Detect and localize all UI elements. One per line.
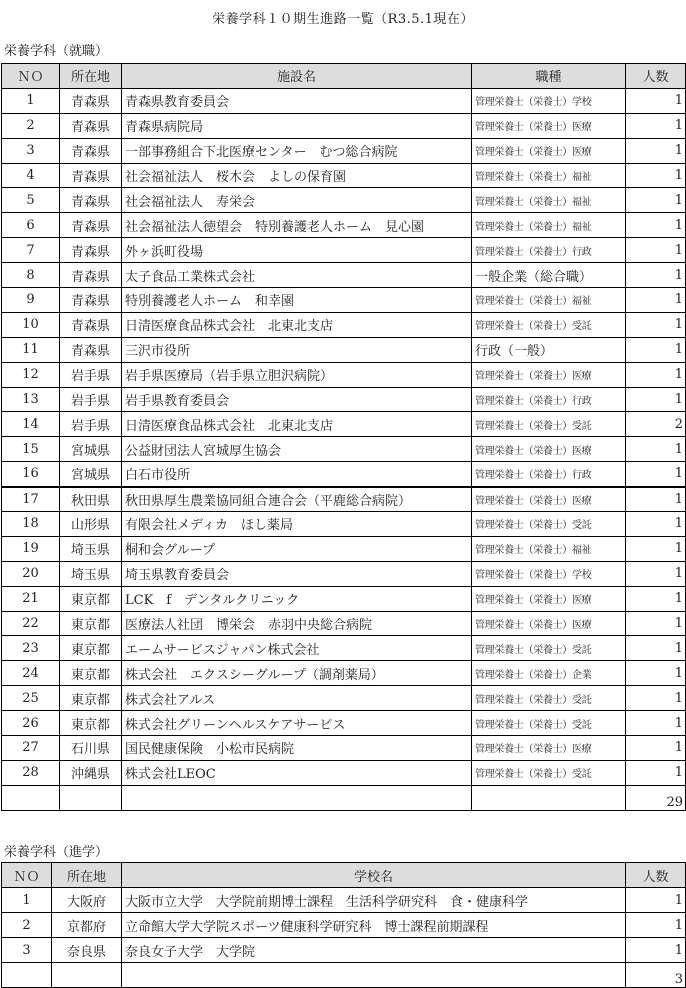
row-no: 22 xyxy=(2,611,60,636)
table-row xyxy=(2,938,686,963)
row-facility: 有限会社メディカ ほし薬局 xyxy=(122,512,472,537)
row-job: 管理栄養士（栄養士）学校 xyxy=(472,561,626,586)
row-no: 3 xyxy=(2,938,52,963)
row-location: 青森県 xyxy=(60,163,122,188)
row-count: 1 xyxy=(626,337,686,362)
empty-cell xyxy=(122,785,472,810)
row-count: 1 xyxy=(626,88,686,113)
table-row xyxy=(2,188,686,213)
header-location: 所在地 xyxy=(60,64,122,89)
row-facility: 岩手県医療局（岩手県立胆沢病院） xyxy=(122,362,472,387)
row-facility: 太子食品工業株式会社 xyxy=(122,263,472,288)
row-count: 1 xyxy=(626,711,686,736)
row-count: 1 xyxy=(626,437,686,462)
row-facility: エームサービスジャパン株式会社 xyxy=(122,636,472,661)
row-job: 管理栄養士（栄養士）行政 xyxy=(472,462,626,487)
row-no: 3 xyxy=(2,138,60,163)
row-no: 11 xyxy=(2,337,60,362)
row-no: 1 xyxy=(2,88,60,113)
row-no: 21 xyxy=(2,586,60,611)
row-no: 14 xyxy=(2,412,60,437)
row-count: 1 xyxy=(626,938,686,963)
row-facility: 岩手県教育委員会 xyxy=(122,387,472,412)
row-facility: 株式会社グリーンヘルスケアサービス xyxy=(122,711,472,736)
row-location: 埼玉県 xyxy=(60,536,122,561)
table-row xyxy=(2,213,686,238)
row-no: 16 xyxy=(2,462,60,487)
row-count: 1 xyxy=(626,611,686,636)
row-location: 岩手県 xyxy=(60,362,122,387)
row-location: 奈良県 xyxy=(52,938,122,963)
table-row xyxy=(2,412,686,437)
row-job: 管理栄養士（栄養士）受託 xyxy=(472,412,626,437)
row-location: 東京都 xyxy=(60,586,122,611)
employment-section-label: 栄養学科（就職） xyxy=(4,44,109,59)
row-count: 1 xyxy=(626,913,686,938)
table-row xyxy=(2,586,686,611)
table-row xyxy=(2,661,686,686)
row-count: 1 xyxy=(626,487,686,512)
row-facility: 株式会社 エクスシーグループ（調剤薬局） xyxy=(122,661,472,686)
row-facility: 桐和会グループ xyxy=(122,536,472,561)
empty-cell xyxy=(60,785,122,810)
header-location: 所在地 xyxy=(52,863,122,888)
row-job: 管理栄養士（栄養士）医療 xyxy=(472,113,626,138)
row-location: 東京都 xyxy=(60,686,122,711)
row-count: 1 xyxy=(626,138,686,163)
table-row xyxy=(2,636,686,661)
row-job: 管理栄養士（栄養士）福祉 xyxy=(472,163,626,188)
table-row xyxy=(2,238,686,263)
row-location: 山形県 xyxy=(60,512,122,537)
row-job: 管理栄養士（栄養士）医療 xyxy=(472,487,626,512)
row-job: 管理栄養士（栄養士）福祉 xyxy=(472,288,626,313)
total-count: 29 xyxy=(626,785,686,810)
row-facility: 社会福祉法人 寿栄会 xyxy=(122,188,472,213)
row-count: 1 xyxy=(626,760,686,785)
row-count: 1 xyxy=(626,888,686,913)
row-count: 1 xyxy=(626,561,686,586)
table-row xyxy=(2,888,686,913)
row-facility: 日清医療食品株式会社 北東北支店 xyxy=(122,312,472,337)
row-no: 18 xyxy=(2,512,60,537)
row-location: 青森県 xyxy=(60,312,122,337)
row-no: 24 xyxy=(2,661,60,686)
row-no: 10 xyxy=(2,312,60,337)
total-row xyxy=(2,963,686,988)
row-no: 5 xyxy=(2,188,60,213)
row-count: 1 xyxy=(626,288,686,313)
row-location: 京都府 xyxy=(52,913,122,938)
row-school: 大阪市立大学 大学院前期博士課程 生活科学研究科 食・健康科学 xyxy=(122,888,626,913)
row-location: 青森県 xyxy=(60,337,122,362)
employment-table xyxy=(1,63,686,811)
row-job: 管理栄養士（栄養士）受託 xyxy=(472,312,626,337)
row-count: 1 xyxy=(626,312,686,337)
row-no: 2 xyxy=(2,913,52,938)
row-location: 宮城県 xyxy=(60,462,122,487)
row-job: 管理栄養士（栄養士）医療 xyxy=(472,611,626,636)
row-facility: 社会福祉法人徳望会 特別養護老人ホーム 見心園 xyxy=(122,213,472,238)
table-row xyxy=(2,760,686,785)
table-row xyxy=(2,437,686,462)
table-row xyxy=(2,387,686,412)
empty-cell xyxy=(52,963,122,988)
row-no: 1 xyxy=(2,888,52,913)
education-header-row xyxy=(2,863,686,888)
row-location: 青森県 xyxy=(60,238,122,263)
header-facility: 施設名 xyxy=(122,64,472,89)
row-job: 行政（一般） xyxy=(472,337,626,362)
row-location: 沖縄県 xyxy=(60,760,122,785)
education-section-label: 栄養学科（進学） xyxy=(4,845,109,860)
row-count: 1 xyxy=(626,163,686,188)
table-row xyxy=(2,536,686,561)
row-facility: 埼玉県教育委員会 xyxy=(122,561,472,586)
row-count: 1 xyxy=(626,188,686,213)
row-no: 25 xyxy=(2,686,60,711)
row-job: 管理栄養士（栄養士）福祉 xyxy=(472,536,626,561)
row-count: 1 xyxy=(626,536,686,561)
row-location: 青森県 xyxy=(60,113,122,138)
row-location: 青森県 xyxy=(60,138,122,163)
row-facility: 青森県教育委員会 xyxy=(122,88,472,113)
row-job: 管理栄養士（栄養士）学校 xyxy=(472,88,626,113)
table-row xyxy=(2,736,686,761)
row-job: 管理栄養士（栄養士）医療 xyxy=(472,362,626,387)
row-count: 1 xyxy=(626,686,686,711)
empty-cell xyxy=(122,963,626,988)
row-job: 管理栄養士（栄養士）医療 xyxy=(472,736,626,761)
row-facility: 株式会社アルス xyxy=(122,686,472,711)
row-location: 青森県 xyxy=(60,263,122,288)
table-row xyxy=(2,487,686,512)
row-school: 奈良女子大学 大学院 xyxy=(122,938,626,963)
row-facility: 三沢市役所 xyxy=(122,337,472,362)
table-row xyxy=(2,113,686,138)
row-facility: 国民健康保険 小松市民病院 xyxy=(122,736,472,761)
table-row xyxy=(2,686,686,711)
table-row xyxy=(2,88,686,113)
row-location: 岩手県 xyxy=(60,412,122,437)
row-job: 管理栄養士（栄養士）医療 xyxy=(472,586,626,611)
row-facility: 一部事務組合下北医療センター むつ総合病院 xyxy=(122,138,472,163)
table-row xyxy=(2,337,686,362)
row-count: 1 xyxy=(626,113,686,138)
row-facility: 株式会社LEOC xyxy=(122,760,472,785)
row-location: 東京都 xyxy=(60,711,122,736)
row-facility: LCK f デンタルクリニック xyxy=(122,586,472,611)
row-no: 9 xyxy=(2,288,60,313)
row-no: 26 xyxy=(2,711,60,736)
table-row xyxy=(2,138,686,163)
row-job: 管理栄養士（栄養士）医療 xyxy=(472,437,626,462)
row-job: 管理栄養士（栄養士）行政 xyxy=(472,387,626,412)
row-no: 12 xyxy=(2,362,60,387)
row-job: 管理栄養士（栄養士）福祉 xyxy=(472,188,626,213)
row-location: 東京都 xyxy=(60,611,122,636)
table-row xyxy=(2,611,686,636)
page-title: 栄養学科１０期生進路一覧（R3.5.1現在） xyxy=(212,12,474,27)
row-location: 秋田県 xyxy=(60,487,122,512)
row-count: 1 xyxy=(626,512,686,537)
row-no: 20 xyxy=(2,561,60,586)
row-no: 28 xyxy=(2,760,60,785)
table-row xyxy=(2,913,686,938)
table-row xyxy=(2,711,686,736)
row-facility: 日清医療食品株式会社 北東北支店 xyxy=(122,412,472,437)
row-job: 管理栄養士（栄養士）行政 xyxy=(472,238,626,263)
row-facility: 外ヶ浜町役場 xyxy=(122,238,472,263)
row-count: 1 xyxy=(626,462,686,487)
row-job: 管理栄養士（栄養士）企業 xyxy=(472,661,626,686)
row-location: 宮城県 xyxy=(60,437,122,462)
row-job: 管理栄養士（栄養士）受託 xyxy=(472,636,626,661)
row-facility: 社会福祉法人 桜木会 よしの保育園 xyxy=(122,163,472,188)
total-count: 3 xyxy=(626,963,686,988)
row-job: 管理栄養士（栄養士）受託 xyxy=(472,512,626,537)
employment-header-row xyxy=(2,64,686,89)
row-no: 19 xyxy=(2,536,60,561)
row-job: 管理栄養士（栄養士）医療 xyxy=(472,138,626,163)
row-count: 1 xyxy=(626,238,686,263)
row-count: 1 xyxy=(626,362,686,387)
table-row xyxy=(2,561,686,586)
empty-cell xyxy=(2,785,60,810)
row-no: 23 xyxy=(2,636,60,661)
row-facility: 秋田県厚生農業協同組合連合会（平鹿総合病院） xyxy=(122,487,472,512)
table-row xyxy=(2,362,686,387)
row-job: 一般企業（総合職） xyxy=(472,263,626,288)
row-count: 1 xyxy=(626,263,686,288)
header-count: 人数 xyxy=(626,64,686,89)
row-count: 1 xyxy=(626,661,686,686)
row-job: 管理栄養士（栄養士）福祉 xyxy=(472,213,626,238)
education-table xyxy=(1,862,686,988)
row-job: 管理栄養士（栄養士）受託 xyxy=(472,760,626,785)
header-school: 学校名 xyxy=(122,863,626,888)
row-no: 2 xyxy=(2,113,60,138)
row-location: 青森県 xyxy=(60,288,122,313)
row-no: 4 xyxy=(2,163,60,188)
row-no: 13 xyxy=(2,387,60,412)
row-no: 6 xyxy=(2,213,60,238)
table-row xyxy=(2,462,686,487)
row-facility: 白石市役所 xyxy=(122,462,472,487)
table-row xyxy=(2,263,686,288)
row-facility: 特別養護老人ホーム 和幸園 xyxy=(122,288,472,313)
row-location: 石川県 xyxy=(60,736,122,761)
row-no: 8 xyxy=(2,263,60,288)
table-row xyxy=(2,288,686,313)
header-job: 職種 xyxy=(472,64,626,89)
row-location: 埼玉県 xyxy=(60,561,122,586)
row-location: 東京都 xyxy=(60,661,122,686)
row-no: 17 xyxy=(2,487,60,512)
total-row xyxy=(2,785,686,810)
row-no: 15 xyxy=(2,437,60,462)
empty-cell xyxy=(2,963,52,988)
table-row xyxy=(2,312,686,337)
row-facility: 青森県病院局 xyxy=(122,113,472,138)
header-count: 人数 xyxy=(626,863,686,888)
row-school: 立命館大学大学院スポーツ健康科学研究科 博士課程前期課程 xyxy=(122,913,626,938)
empty-cell xyxy=(472,785,626,810)
row-facility: 公益財団法人宮城厚生協会 xyxy=(122,437,472,462)
row-count: 2 xyxy=(626,412,686,437)
row-count: 1 xyxy=(626,213,686,238)
header-no: ＮＯ xyxy=(2,64,60,89)
row-no: 27 xyxy=(2,736,60,761)
row-no: 7 xyxy=(2,238,60,263)
row-count: 1 xyxy=(626,736,686,761)
row-count: 1 xyxy=(626,586,686,611)
row-facility: 医療法人社団 博栄会 赤羽中央総合病院 xyxy=(122,611,472,636)
row-count: 1 xyxy=(626,636,686,661)
row-location: 青森県 xyxy=(60,213,122,238)
table-row xyxy=(2,512,686,537)
row-job: 管理栄養士（栄養士）受託 xyxy=(472,686,626,711)
row-count: 1 xyxy=(626,387,686,412)
row-location: 青森県 xyxy=(60,188,122,213)
row-location: 東京都 xyxy=(60,636,122,661)
header-no: ＮＯ xyxy=(2,863,52,888)
row-location: 青森県 xyxy=(60,88,122,113)
row-job: 管理栄養士（栄養士）受託 xyxy=(472,711,626,736)
table-row xyxy=(2,163,686,188)
row-location: 大阪府 xyxy=(52,888,122,913)
row-location: 岩手県 xyxy=(60,387,122,412)
